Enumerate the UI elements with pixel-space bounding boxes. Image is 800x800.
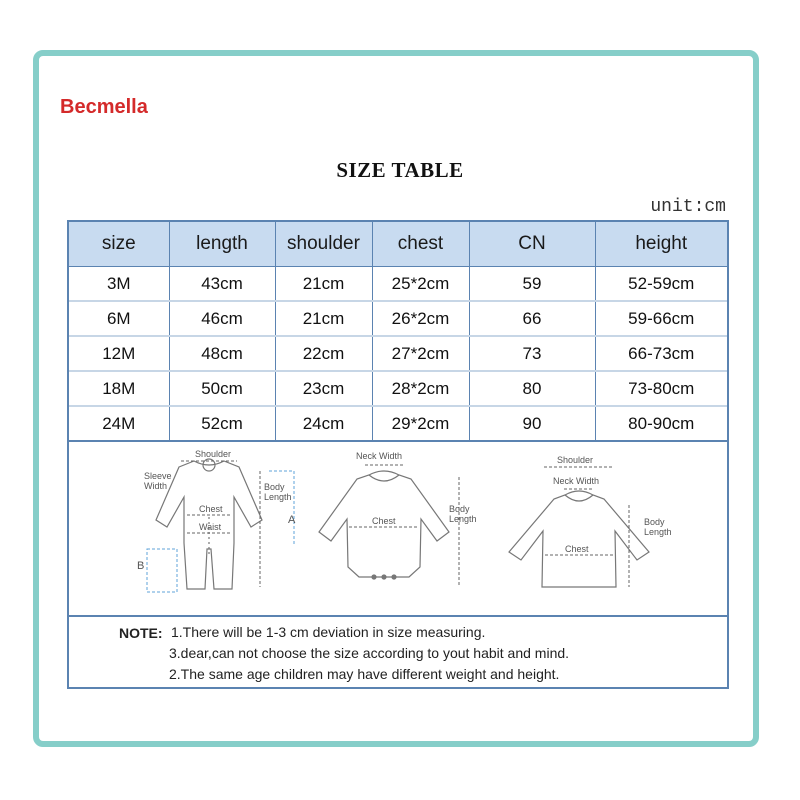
cell-cn: 90 (469, 406, 595, 441)
cell-cn: 66 (469, 301, 595, 336)
diagrams-svg (69, 427, 727, 615)
cell-shoulder: 21cm (275, 301, 372, 336)
cell-size: 24M (69, 406, 169, 441)
top-illustration (509, 491, 649, 587)
table-row (69, 267, 727, 302)
table-row (69, 301, 727, 336)
romper-waist-label: Waist (199, 522, 222, 532)
top-length-label: Length (644, 527, 672, 537)
romper-body-label: Body (264, 482, 285, 492)
cell-chest: 26*2cm (372, 301, 469, 336)
bodysuit-body-label: Body (449, 504, 470, 514)
cell-height: 52-59cm (595, 267, 727, 302)
note-label: NOTE: (119, 625, 163, 641)
cell-length: 48cm (169, 336, 275, 371)
cell-shoulder: 24cm (275, 406, 372, 441)
cell-cn: 80 (469, 371, 595, 406)
size-table (69, 222, 727, 442)
cell-size: 6M (69, 301, 169, 336)
brand-name: Becmella (60, 96, 148, 118)
note-line-1: 1.There will be 1-3 cm deviation in size measuring. (171, 624, 486, 640)
cell-cn: 73 (469, 336, 595, 371)
cell-chest: 29*2cm (372, 406, 469, 441)
cell-size: 3M (69, 267, 169, 302)
romper-sleeve-width-label: Width (144, 481, 168, 491)
bodysuit-length-label: Length (449, 514, 477, 524)
cell-size: 18M (69, 371, 169, 406)
cell-length: 50cm (169, 371, 275, 406)
cell-shoulder: 22cm (275, 336, 372, 371)
measurement-diagrams (69, 427, 727, 615)
header-height: height (595, 222, 727, 267)
header-cn: CN (469, 222, 595, 267)
romper-b-label: B (137, 560, 145, 572)
page-title: SIZE TABLE (336, 158, 464, 182)
note-section (69, 615, 727, 689)
top-chest-label: Chest (565, 544, 589, 554)
header-chest: chest (372, 222, 469, 267)
top-body-label: Body (644, 517, 665, 527)
cell-shoulder: 23cm (275, 371, 372, 406)
cell-height: 66-73cm (595, 336, 727, 371)
cell-chest: 28*2cm (372, 371, 469, 406)
cell-chest: 25*2cm (372, 267, 469, 302)
bodysuit-neck-label: Neck Width (356, 451, 403, 461)
cell-height: 73-80cm (595, 371, 727, 406)
unit-label: unit:cm (650, 197, 726, 217)
cell-height: 80-90cm (595, 406, 727, 441)
table-header-row (69, 222, 727, 267)
note-line-2: 3.dear,can not choose the size according to yout habit and mind. (169, 645, 570, 661)
size-chart-panel (67, 220, 729, 689)
cell-chest: 27*2cm (372, 336, 469, 371)
note-line-3: 2.The same age children may have different weight and height. (169, 666, 560, 682)
romper-sleeve-label: Sleeve (144, 471, 172, 481)
romper-shoulder-label: Shoulder (195, 449, 232, 459)
cell-cn: 59 (469, 267, 595, 302)
table-row (69, 371, 727, 406)
cell-shoulder: 21cm (275, 267, 372, 302)
top-neck-label: Neck Width (553, 476, 600, 486)
header-shoulder: shoulder (275, 222, 372, 267)
cell-length: 52cm (169, 406, 275, 441)
cell-length: 46cm (169, 301, 275, 336)
cell-height: 59-66cm (595, 301, 727, 336)
header-size: size (69, 222, 169, 267)
top-shoulder-label: Shoulder (557, 455, 594, 465)
romper-length-label: Length (264, 492, 292, 502)
table-row (69, 336, 727, 371)
cell-length: 43cm (169, 267, 275, 302)
header-length: length (169, 222, 275, 267)
bodysuit-chest-label: Chest (372, 516, 396, 526)
cell-size: 12M (69, 336, 169, 371)
romper-chest-label: Chest (199, 504, 223, 514)
romper-a-label: A (288, 514, 296, 526)
